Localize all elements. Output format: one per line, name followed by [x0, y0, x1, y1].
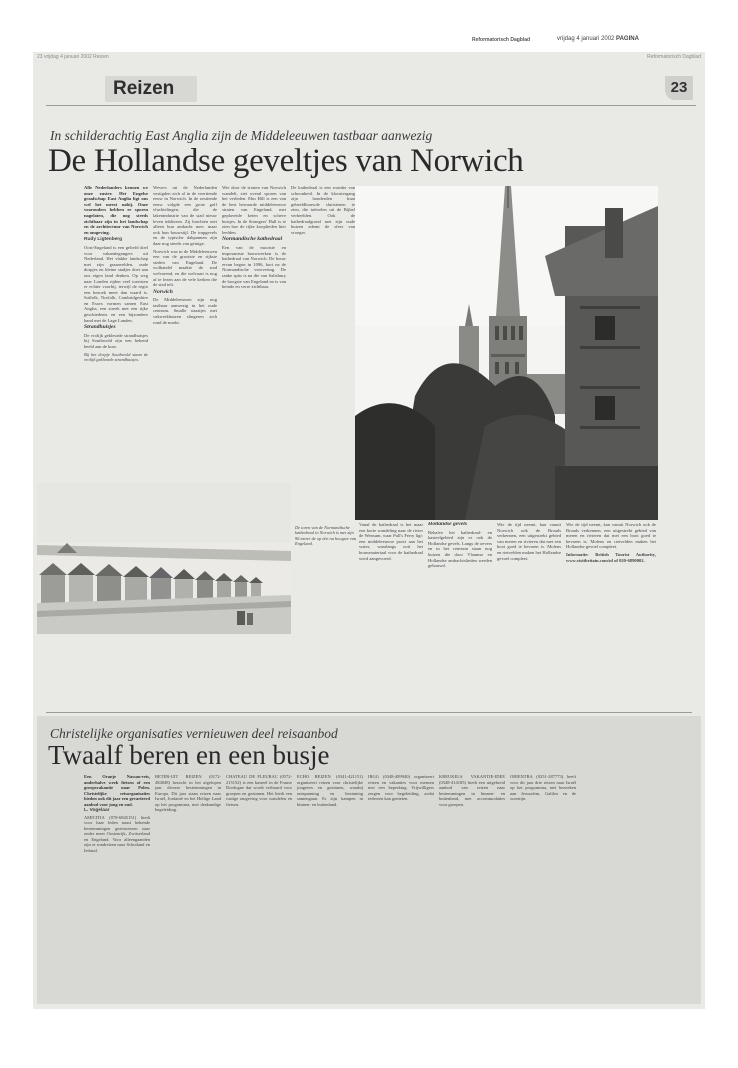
page-number: 23	[665, 76, 693, 100]
page-header	[33, 76, 705, 102]
header-rule	[46, 105, 696, 106]
article-column-2	[153, 185, 217, 477]
column-text: IBGG (0348-489940) organiseert reizen en vakanties voor mensen met een beperking. Vrijwilligers zorgen voor begeleiding, zodat iedereen kan genieten.	[368, 774, 434, 801]
article-column-5	[359, 522, 423, 654]
info-line: Informatie: British Tourist Authority, www.visitbritain.com/nl of 020-6890002.	[566, 551, 656, 563]
column-text: De kathedraal is een wonder van schoonheid. In de kloostergang zijn honderden fraai gebeeldhouwde sluitstenen te zien, die taferelen uit de Bijbel verbeelden. Ook de kathedraalgrond met zijn oude huizen ademt de sfeer van vroeger.	[291, 185, 355, 235]
column-text: Wie de tijd neemt, kan vanuit Norwich ook de Broads verkennen, een uitgestrekt gebied van meren en rivieren dat met een boot goed te bevaren is. Molens en rietvelden maken het Hollandse gevoel compleet.	[566, 522, 656, 550]
cathedral-image	[355, 186, 658, 520]
column-text: Een van de mooiste en imposantste bouwwerken is de kathedraal van Norwich. De bouw ervan begon in 1096, kort na de Normandische verovering. De ranke spits is na die van Salisbury de hoogste van Engeland en is van heinde en verre zichtbaar.	[222, 244, 286, 290]
beach-huts-image	[37, 483, 291, 634]
subhead-strandhuisjes: Strandhuisjes	[84, 324, 116, 331]
photo-caption-beach: Bij het dorpje Southwold staan de vrolijk gekleurde strandhuisjes.	[84, 351, 148, 363]
column-text: ECHO REIZEN (0341-421151) organiseert reizen voor christelijke jongeren en gezinnen, waarbij ontspanning en bezinning samengaan. Er zijn kampen in binnen- en buitenland.	[297, 774, 363, 807]
photo-beach-huts	[37, 483, 291, 634]
column-text: Wie door de straten van Norwich wandelt, ziet overal sporen van het verleden. Elm Hill is een van de best bewaarde middeleeuwse straten van Engeland, met geplaveide keien en scheve huisjes. In de Strangers' Hall is te zien hoe de rijke kooplieden hier leefden.	[222, 185, 286, 235]
section-title: Reizen	[113, 78, 175, 99]
column-text: Wie de tijd neemt, kan vanuit Norwich ook de Broads verkennen, een uitgestrekt gebied van meren en rivieren dat met een boot goed te bevaren is. Molens en rietvelden maken het Hollandse gevoel compleet.	[497, 522, 561, 561]
article2-intro: Een Oranje Nassau-reis, anderhalve week fietsen of een groepsvakantie naar Polen. Christelijke reisorganisaties bieden ook dit jaar een gevarieerd aanbod voor jong en oud.	[84, 774, 150, 807]
column-text: CHATEAU DE FLEURAC (0572-215152) is een kasteel in de Franse Dordogne dat wordt verhuurd voor groepen en gezinnen. Het biedt een rustige omgeving voor wandelen en fietsen.	[226, 774, 292, 807]
column-text: Behalve het kathedraal- en kasteelgebied zijn er ook de Hollandse gevels. Langs de oevers en in het centrum staan nog huizen die door Vlaamse en Hollandse ambachtslieden werden gebouwd.	[428, 529, 492, 569]
header-date	[557, 36, 639, 42]
photo-caption-cathedral: De toren van de Normandische kathedraal in Norwich is met zijn 96 meter de op één na hoogste van Engeland.	[295, 525, 357, 547]
column-text: BETER-UIT REIZEN (0172-484848) bezocht in het afgelopen jaar diverse bestemmingen in Europa. Dit jaar staan reizen naar Israël, Jordanië en het Heilige Land op het programma, met deskundige begeleiding.	[155, 774, 221, 812]
section-tab	[105, 76, 197, 102]
header-paper-name: Reformatorisch Dagblad	[472, 37, 531, 43]
subhead-hollandse-gevels: Hollandse gevels	[428, 522, 467, 527]
column-text: De vrolijk gekleurde strandhuisjes bij Southwold zijn een bekend beeld aan de kust.	[84, 332, 148, 350]
topline-left: 23 vrijdag 4 januari 2002 Reizen	[37, 54, 109, 60]
article-intro: Alle Nederlanders kennen we onze zuster. Het Engelse graafschap East Anglia ligt ons wel het meest nabij. Onze voorouders hebben er sporen nagelaten, die nog steeds zichtbaar zijn in het landschap en de architectuur van Norwich en omgeving.	[84, 185, 148, 235]
article-column-4	[291, 185, 355, 315]
article2-column-3	[226, 774, 292, 1000]
article2-column-5	[368, 774, 434, 1000]
article2-column-2	[155, 774, 221, 1000]
topline-right: Reformatorisch Dagblad	[647, 54, 701, 60]
article-column-7	[497, 522, 561, 654]
date-text: vrijdag 4 januari 2002	[557, 36, 615, 42]
article-byline: Rudy Ligtenberg	[84, 237, 123, 243]
article-column-3	[222, 185, 286, 477]
article2-headline: Twaalf beren en een busje	[48, 740, 330, 770]
article2-column-4	[297, 774, 363, 1000]
article-column-1	[84, 185, 148, 477]
subhead-norwich: Norwich	[153, 288, 173, 295]
photo-cathedral	[355, 186, 658, 520]
column-text: Oost-Engeland is een geliefd doel voor vakantiegangers uit Nederland. Het vlakke landschap met zijn graanvelden, oude dorpjes en kleine stadjes doet aan ons eigen land denken. Op weg naar Londen rijden veel toeristen er echter voorbij, terwijl de regio een bezoek meer dan waard is. Suffolk, Norfolk, Cambridgeshire en Essex vormen samen East Anglia, een streek met een rijke geschiedenis en een bijzondere band met de Lage Landen.	[84, 244, 148, 323]
column-text: KREUKELS VAKANTIE-IDEE (0348-414185) biedt een uitgebreid aanbod van reizen naar bestemmingen in binnen- en buitenland, met accommodaties voor groepen.	[439, 774, 505, 807]
section-divider	[46, 712, 692, 713]
article2-column-6	[439, 774, 505, 1000]
column-text: De Middeleeuwen zijn nog tastbaar aanwezig in het oude centrum. Smalle straatjes met vakwerkhuizen slingeren zich rond de markt.	[153, 297, 217, 325]
column-text: ORIENTRA (0251-287773) heeft voor dit jaar drie reizen naar Israël op het programma, met bezoeken aan Jeruzalem, Galilea en de woestijn.	[510, 774, 576, 801]
column-text: AMICITIA (078-6845151) biedt voor haar leden naast bekende bestemmingen gezinsreizen naar onder meer Oostenrijk, Zwitserland en Engeland. Voor alleengaanden zijn er rondreizen naar Schotland en Ierland.	[84, 814, 150, 853]
page-label: PAGINA	[616, 36, 639, 42]
top-line	[37, 54, 701, 62]
article2-kicker: Christelijke organisaties vernieuwen deel reisaanbod	[50, 726, 338, 741]
article-column-6	[428, 522, 492, 654]
article2-byline: L. Vogelaar	[84, 808, 110, 813]
article2-column-7	[510, 774, 576, 1000]
subhead-kathedraal: Normandische kathedraal	[222, 236, 283, 243]
article-column-8	[566, 522, 656, 654]
article-headline: De Hollandse geveltjes van Norwich	[48, 143, 524, 179]
column-text: Vanaf de kathedraal is het maar een korte wandeling naar de rivier de Wensum, waar Pull's Ferry ligt: een middeleeuwse poort aan het water, waarlangs ooit het bouwmateriaal voor de kathedraal werd aangevoerd.	[359, 522, 423, 561]
column-text: Norwich was in de Middeleeuwen een van de grootste en rijkste steden van Engeland. De wolhandel maakte de stad welvarend, en die welvaart is nog af te lezen aan de vele kerken die de stad telt.	[153, 248, 217, 288]
article2-column-1	[84, 774, 150, 1000]
column-text: Wevers uit de Nederlanden vestigden zich al in de veertiende eeuw in Norwich. In de zestiende eeuw volgde een grote golf vluchtelingen, die de lakenindustrie van de stad nieuw leven inbliezen. Zij brachten niet alleen hun ambacht mee, maar ook hun bouwstijl. De trapgevels en de typische dakpannen zijn daar nog steeds van getuige.	[153, 185, 217, 246]
article-kicker: In schilderachtig East Anglia zijn de Middeleeuwen tastbaar aanwezig	[50, 128, 433, 143]
